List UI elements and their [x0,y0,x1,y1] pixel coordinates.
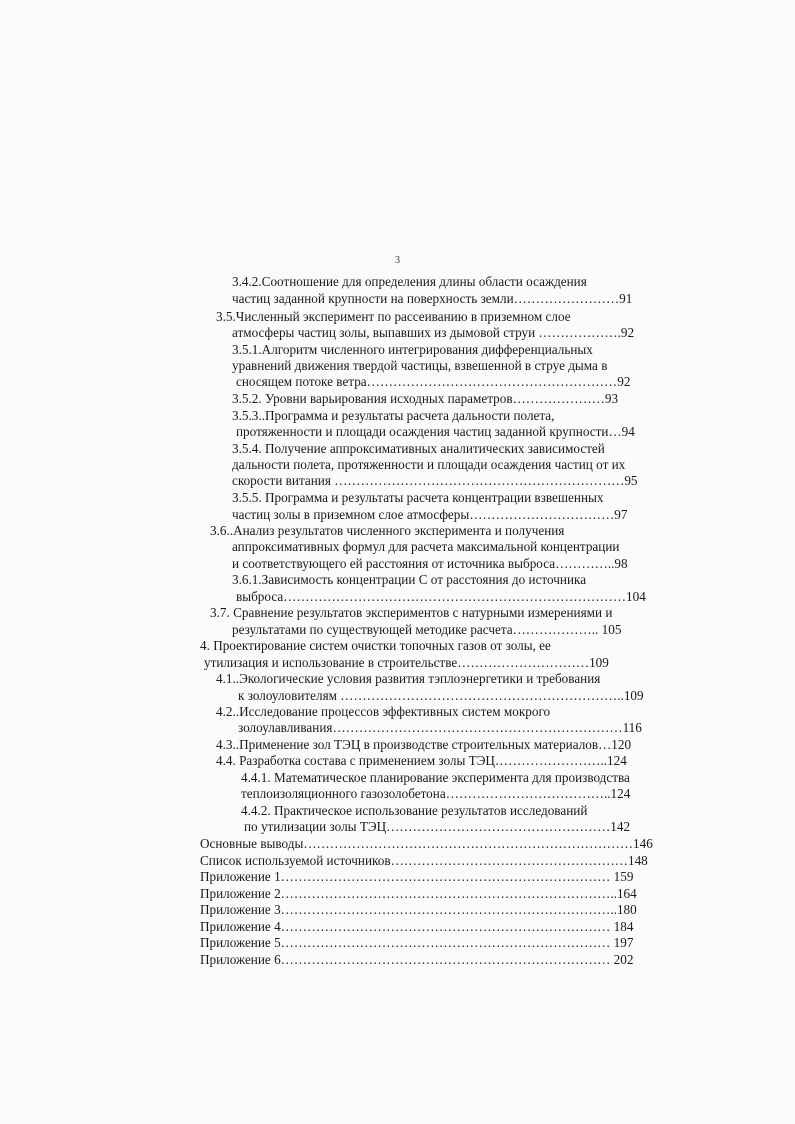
toc-line: Приложение 1………………………………………………………………… 159 [200,869,634,884]
toc-line: уравнений движения твердой частицы, взвешенной в струе дыма в [232,358,608,373]
toc-line: и соответствующего ей расстояния от источника выброса…………..98 [232,556,628,571]
toc-line: скорости витания …………………………………………………………95 [232,473,638,488]
toc-line: 3.5.2. Уровни варьирования исходных параметров…………………93 [232,391,619,406]
toc-line: 3.6..Анализ результатов численного эксперимента и получения [210,523,565,538]
toc-line: к золоуловителям ………………………………………………………..109 [238,688,644,703]
page-number: 3 [395,255,400,266]
toc-line: Приложение 2…………………………………………………………………..164 [200,886,637,901]
toc-line: Приложение 4………………………………………………………………… 184 [200,919,634,934]
toc-line: теплоизоляционного газозолобетона………………………………..124 [241,786,631,801]
toc-line: атмосферы частиц золы, выпавших из дымовой струи ……………….92 [232,325,635,340]
toc-line: частиц золы в приземном слое атмосферы……………………………97 [232,507,628,522]
toc-line: аппроксимативных формул для расчета максимальной концентрации [232,539,620,554]
toc-line: утилизация и использование в строительстве…………………………109 [204,655,609,670]
toc-line: 4.3..Применение зол ТЭЦ в производстве строительных материалов…120 [216,737,632,752]
toc-line: 4.2..Исследование процессов эффективных систем мокрого [216,704,551,719]
toc-line: 3.5.3..Программа и результаты расчета дальности полета, [232,408,555,423]
toc-line: 4.4.1. Математическое планирование эксперимента для производства [241,770,630,785]
toc-line: золоулавливания…………………………………………………………116 [238,720,642,735]
toc-line: результатами по существующей методике расчета……………….. 105 [232,622,622,637]
toc-line: выброса……………………………………………………………………104 [236,589,646,604]
toc-line: Основные выводы…………………………………………………………………146 [200,836,653,851]
toc-line: частиц заданной крупности на поверхность земли……………………91 [232,291,633,306]
toc-line: 4.1..Экологические условия развития тэплоэнергетики и требования [216,671,601,686]
toc-line: 3.5.Численный эксперимент по рассеиванию в приземном слое [216,309,571,324]
toc-line: 3.5.1.Алгоритм численного интегрирования дифференциальных [232,342,593,357]
toc-line: 3.5.5. Программа и результаты расчета концентрации взвешенных [232,490,604,505]
toc-line: Приложение 6………………………………………………………………… 202 [200,952,634,967]
toc-line: Приложение 5………………………………………………………………… 197 [200,935,634,950]
toc-line: 3.4.2.Соотношение для определения длины области осаждения [232,274,587,289]
toc-line: сносящем потоке ветра…………………………………………………92 [236,374,631,389]
toc-line: Список используемой источников………………………………………………148 [200,853,648,868]
toc-line: Приложение 3…………………………………………………………………..180 [200,902,637,917]
toc-line: по утилизации золы ТЭЦ……………………………………………142 [244,819,631,834]
toc-line: 3.6.1.Зависимость концентрации С от расстояния до источника [232,572,587,587]
toc-line: 3.5.4. Получение аппроксимативных аналитических зависимостей [232,441,605,456]
toc-line: дальности полета, протяженности и площади осаждения частиц от их [232,457,626,472]
toc-line: протяженности и площади осаждения частиц заданной крупности…94 [236,424,635,439]
toc-line: 4.4.2. Практическое использование результатов исследований [241,803,588,818]
toc-line: 3.7. Сравнение результатов экспериментов с натурными измерениями и [210,605,613,620]
toc-line: 4. Проектирование систем очистки топочных газов от золы, ее [200,638,551,653]
toc-line: 4.4. Разработка состава с применением золы ТЭЦ……………………..124 [216,753,627,768]
